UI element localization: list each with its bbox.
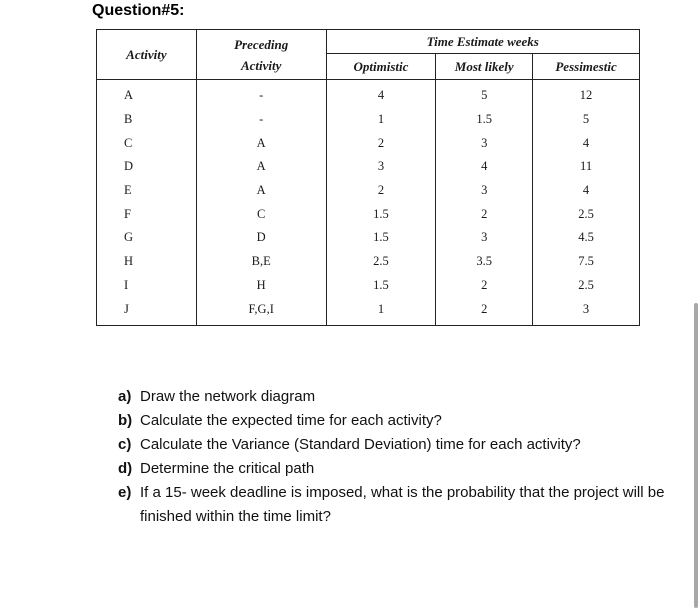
header-preceding-line1: Preceding: [234, 36, 289, 52]
cell-preceding: A: [196, 131, 326, 155]
cell-most-likely: 2: [436, 274, 533, 298]
cell-pessimistic: 4: [533, 179, 640, 203]
cell-activity: E: [97, 179, 197, 203]
cell-activity: F: [97, 202, 197, 226]
cell-optimistic: 2: [326, 131, 436, 155]
cell-most-likely: 1.5: [436, 108, 533, 132]
header-activity: Activity: [97, 30, 197, 80]
cell-preceding: B,E: [196, 250, 326, 274]
table-row: [97, 226, 640, 250]
cell-pessimistic: 12: [533, 80, 640, 108]
cell-pessimistic: 4: [533, 131, 640, 155]
table-row: [97, 108, 640, 132]
table-row: [97, 297, 640, 325]
activity-table: [96, 29, 640, 326]
cell-optimistic: 1.5: [326, 226, 436, 250]
cell-activity: D: [97, 155, 197, 179]
cell-preceding: H: [196, 274, 326, 298]
question-item: [118, 481, 693, 529]
cell-preceding: C: [196, 202, 326, 226]
cell-most-likely: 3: [436, 179, 533, 203]
cell-optimistic: 2: [326, 179, 436, 203]
question-text: Draw the network diagram: [140, 388, 316, 405]
cell-pessimistic: 2.5: [533, 202, 640, 226]
cell-preceding: -: [196, 80, 326, 108]
question-heading: Question#5:: [92, 2, 185, 19]
header-most-likely: Most likely: [436, 54, 533, 80]
question-item: [118, 457, 693, 481]
question-text: Calculate the expected time for each activity?: [140, 412, 442, 429]
cell-optimistic: 2.5: [326, 250, 436, 274]
question-letter: d): [118, 460, 133, 477]
cell-activity: G: [97, 226, 197, 250]
cell-activity: J: [97, 297, 197, 325]
question-item: [118, 409, 693, 433]
table-row: [97, 250, 640, 274]
cell-activity: B: [97, 108, 197, 132]
cell-pessimistic: 2.5: [533, 274, 640, 298]
cell-optimistic: 1.5: [326, 274, 436, 298]
table-row: [97, 80, 640, 108]
cell-most-likely: 3: [436, 226, 533, 250]
activity-table-container: [96, 29, 640, 326]
cell-preceding: A: [196, 179, 326, 203]
cell-pessimistic: 7.5: [533, 250, 640, 274]
cell-pessimistic: 3: [533, 297, 640, 325]
cell-preceding: A: [196, 155, 326, 179]
question-text: If a 15- week deadline is imposed, what is the probability that the project will be finished within the time limit?: [140, 484, 665, 525]
header-time-estimate: Time Estimate weeks: [326, 30, 639, 54]
cell-activity: I: [97, 274, 197, 298]
table-row: [97, 131, 640, 155]
vertical-scrollbar[interactable]: [694, 303, 698, 608]
cell-most-likely: 2: [436, 202, 533, 226]
cell-activity: A: [97, 80, 197, 108]
cell-preceding: -: [196, 108, 326, 132]
header-optimistic: Optimistic: [326, 54, 436, 80]
cell-pessimistic: 4.5: [533, 226, 640, 250]
question-letter: b): [118, 412, 133, 429]
cell-most-likely: 2: [436, 297, 533, 325]
cell-preceding: F,G,I: [196, 297, 326, 325]
question-text: Determine the critical path: [140, 460, 315, 477]
cell-activity: C: [97, 131, 197, 155]
table-row: [97, 202, 640, 226]
question-letter: a): [118, 388, 132, 405]
question-letter: e): [118, 484, 132, 501]
question-item: [118, 385, 693, 409]
header-preceding-line2: Activity: [240, 57, 282, 73]
table-row: [97, 179, 640, 203]
cell-most-likely: 4: [436, 155, 533, 179]
cell-activity: H: [97, 250, 197, 274]
cell-pessimistic: 11: [533, 155, 640, 179]
header-pessimistic: Pessimestic: [533, 54, 640, 80]
cell-most-likely: 5: [436, 80, 533, 108]
cell-most-likely: 3: [436, 131, 533, 155]
cell-most-likely: 3.5: [436, 250, 533, 274]
question-list: [118, 385, 693, 529]
cell-optimistic: 4: [326, 80, 436, 108]
cell-optimistic: 1: [326, 297, 436, 325]
cell-preceding: D: [196, 226, 326, 250]
cell-optimistic: 1: [326, 108, 436, 132]
activity-table-body: [97, 80, 640, 326]
table-row: [97, 155, 640, 179]
question-item: [118, 433, 693, 457]
question-text: Calculate the Variance (Standard Deviation) time for each activity?: [140, 436, 581, 453]
cell-optimistic: 1.5: [326, 202, 436, 226]
table-row: [97, 274, 640, 298]
question-letter: c): [118, 436, 132, 453]
cell-optimistic: 3: [326, 155, 436, 179]
header-preceding-activity: [196, 30, 326, 80]
cell-pessimistic: 5: [533, 108, 640, 132]
